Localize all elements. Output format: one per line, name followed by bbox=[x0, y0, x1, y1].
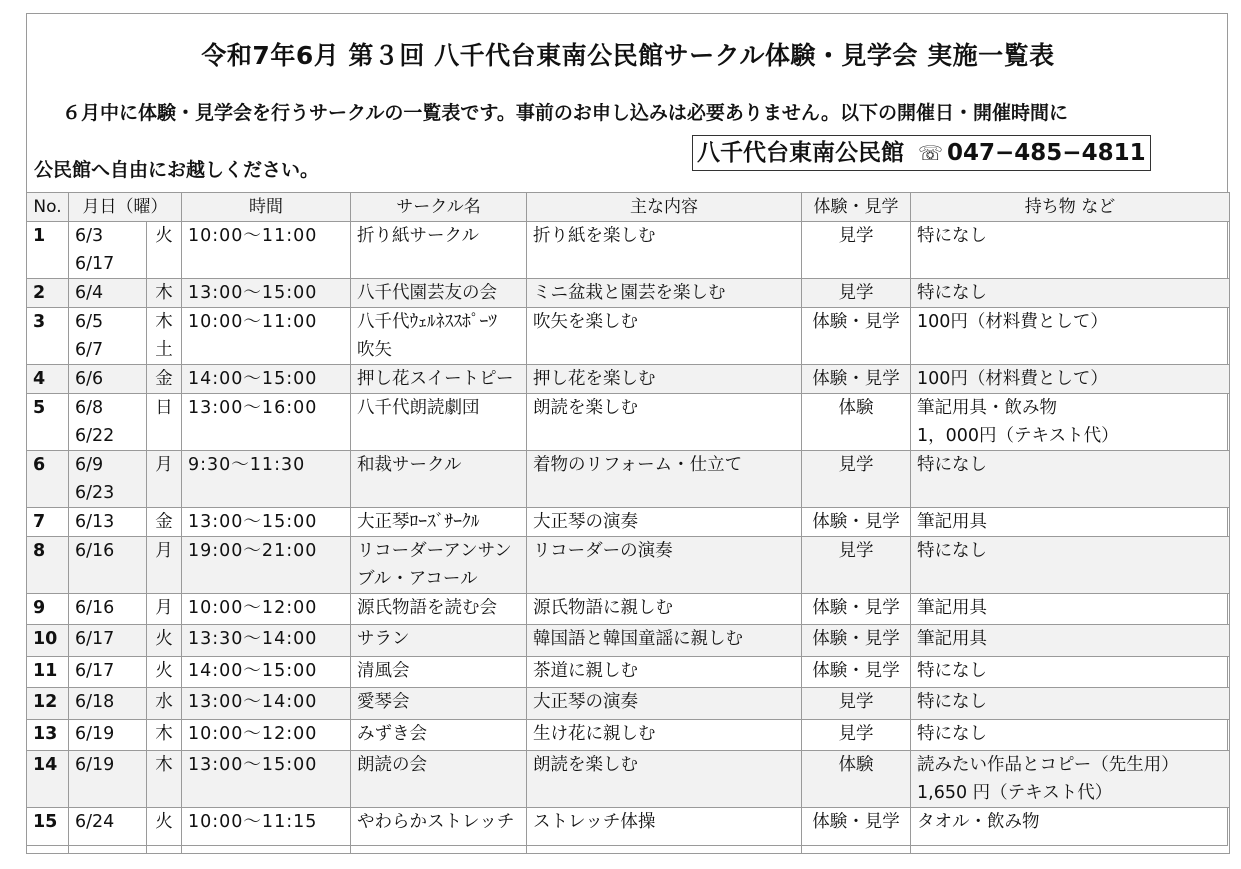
row-visit-type: 体験・見学 bbox=[802, 365, 911, 394]
row-visit-type: 体験・見学 bbox=[802, 508, 911, 537]
circle-name-line: 八千代朗読劇団 bbox=[357, 398, 480, 418]
row-items bbox=[911, 751, 1230, 808]
row-time: 10:00～11:00 bbox=[182, 308, 351, 365]
row-circle-name bbox=[351, 508, 527, 537]
row-weekdays bbox=[147, 808, 182, 854]
row-circle-name bbox=[351, 308, 527, 365]
table-row bbox=[27, 537, 1230, 594]
weekday-line: 水 bbox=[155, 692, 173, 712]
row-items bbox=[911, 688, 1230, 720]
row-content: 吹矢を楽しむ bbox=[527, 308, 802, 365]
row-visit-type: 体験・見学 bbox=[802, 808, 911, 854]
row-time: 13:00～15:00 bbox=[182, 508, 351, 537]
row-items bbox=[911, 308, 1230, 365]
row-visit-type: 体験 bbox=[802, 751, 911, 808]
row-number: 5 bbox=[27, 394, 69, 451]
table-row bbox=[27, 365, 1230, 394]
date-line: 6/6 bbox=[75, 369, 104, 389]
row-number: 1 bbox=[27, 222, 69, 279]
row-dates bbox=[69, 751, 147, 808]
table-row bbox=[27, 751, 1230, 808]
table-body bbox=[27, 222, 1230, 854]
row-content: 大正琴の演奏 bbox=[527, 508, 802, 537]
row-weekdays bbox=[147, 594, 182, 625]
circle-name-line: 折り紙サークル bbox=[357, 226, 479, 246]
weekday-line: 日 bbox=[155, 398, 173, 418]
circle-name-line: 吹矢 bbox=[357, 340, 392, 360]
row-number: 8 bbox=[27, 537, 69, 594]
row-dates bbox=[69, 537, 147, 594]
column-header-circle: サークル名 bbox=[351, 193, 527, 222]
row-number: 6 bbox=[27, 451, 69, 508]
row-weekdays bbox=[147, 222, 182, 279]
row-content: 折り紙を楽しむ bbox=[527, 222, 802, 279]
weekday-line: 木 bbox=[155, 755, 173, 775]
row-items bbox=[911, 394, 1230, 451]
weekday-line: 月 bbox=[155, 541, 173, 561]
column-header-no: No. bbox=[27, 193, 69, 222]
item-line: 特になし bbox=[917, 541, 987, 561]
table-row bbox=[27, 279, 1230, 308]
table-row bbox=[27, 222, 1230, 279]
column-header-content: 主な内容 bbox=[527, 193, 802, 222]
date-line: 6/17 bbox=[75, 661, 115, 681]
date-line: 6/24 bbox=[75, 812, 115, 832]
circle-name-line: 押し花スイートピー bbox=[357, 369, 514, 389]
row-circle-name bbox=[351, 537, 527, 594]
table-row bbox=[27, 594, 1230, 625]
date-line: 6/5 bbox=[75, 312, 104, 332]
row-visit-type: 見学 bbox=[802, 222, 911, 279]
intro-text-line1: ６月中に体験・見学会を行うサークルの一覧表です。事前のお申し込みは必要ありません。以下の開催日・開催時間に bbox=[62, 102, 1069, 124]
date-line: 6/8 bbox=[75, 398, 104, 418]
row-items bbox=[911, 365, 1230, 394]
row-circle-name bbox=[351, 279, 527, 308]
row-dates bbox=[69, 688, 147, 720]
row-visit-type: 体験・見学 bbox=[802, 657, 911, 688]
row-items bbox=[911, 594, 1230, 625]
circle-name-line: 愛琴会 bbox=[357, 692, 410, 712]
date-line: 6/17 bbox=[75, 254, 115, 274]
document-frame bbox=[26, 13, 1228, 846]
circle-name-line: サラン bbox=[357, 629, 410, 649]
weekday-line: 月 bbox=[155, 598, 173, 618]
row-number: 3 bbox=[27, 308, 69, 365]
row-number: 12 bbox=[27, 688, 69, 720]
row-dates bbox=[69, 279, 147, 308]
date-line: 6/23 bbox=[75, 483, 115, 503]
table-header-row bbox=[27, 193, 1230, 222]
item-line: 特になし bbox=[917, 455, 987, 475]
weekday-line: 金 bbox=[155, 369, 173, 389]
row-visit-type: 見学 bbox=[802, 537, 911, 594]
weekday-line: 月 bbox=[155, 455, 173, 475]
row-content: 朗読を楽しむ bbox=[527, 751, 802, 808]
row-time: 13:00～16:00 bbox=[182, 394, 351, 451]
table-row bbox=[27, 688, 1230, 720]
row-time: 13:00～15:00 bbox=[182, 751, 351, 808]
row-number: 4 bbox=[27, 365, 69, 394]
row-items bbox=[911, 279, 1230, 308]
row-circle-name bbox=[351, 751, 527, 808]
contact-box bbox=[692, 135, 1151, 171]
weekday-line: 火 bbox=[155, 661, 173, 681]
row-weekdays bbox=[147, 751, 182, 808]
date-line: 6/13 bbox=[75, 512, 115, 532]
item-line: 特になし bbox=[917, 661, 987, 681]
row-number: 15 bbox=[27, 808, 69, 854]
row-time: 19:00～21:00 bbox=[182, 537, 351, 594]
weekday-line: 金 bbox=[155, 512, 173, 532]
date-line: 6/4 bbox=[75, 283, 104, 303]
row-dates bbox=[69, 594, 147, 625]
table-row bbox=[27, 657, 1230, 688]
row-items bbox=[911, 625, 1230, 657]
row-time: 10:00～11:15 bbox=[182, 808, 351, 854]
row-dates bbox=[69, 308, 147, 365]
item-line: 100円（材料費として） bbox=[917, 312, 1108, 332]
row-time: 10:00～12:00 bbox=[182, 594, 351, 625]
row-content: 源氏物語に親しむ bbox=[527, 594, 802, 625]
row-time: 14:00～15:00 bbox=[182, 657, 351, 688]
circle-name-line: 和裁サークル bbox=[357, 455, 462, 475]
row-items bbox=[911, 657, 1230, 688]
item-line: 特になし bbox=[917, 226, 987, 246]
table-row bbox=[27, 508, 1230, 537]
row-content: ストレッチ体操 bbox=[527, 808, 802, 854]
row-dates bbox=[69, 451, 147, 508]
row-visit-type: 体験・見学 bbox=[802, 625, 911, 657]
row-weekdays bbox=[147, 508, 182, 537]
row-number: 7 bbox=[27, 508, 69, 537]
row-dates bbox=[69, 808, 147, 854]
intro-text-line2: 公民館へ自由にお越しください。 bbox=[34, 159, 320, 181]
circle-name-line: 八千代園芸友の会 bbox=[357, 283, 497, 303]
row-number: 11 bbox=[27, 657, 69, 688]
date-line: 6/9 bbox=[75, 455, 104, 475]
row-content: 大正琴の演奏 bbox=[527, 688, 802, 720]
date-line: 6/22 bbox=[75, 426, 115, 446]
circle-name-line: 大正琴ﾛｰｽﾞｻｰｸﾙ bbox=[357, 512, 480, 532]
item-line: 筆記用具 bbox=[917, 629, 987, 649]
row-visit-type: 体験 bbox=[802, 394, 911, 451]
weekday-line: 火 bbox=[155, 812, 173, 832]
column-header-date: 月日（曜） bbox=[69, 193, 182, 222]
date-line: 6/3 bbox=[75, 226, 104, 246]
circle-name-line: みずき会 bbox=[357, 724, 427, 744]
row-dates bbox=[69, 222, 147, 279]
row-content: 朗読を楽しむ bbox=[527, 394, 802, 451]
date-line: 6/19 bbox=[75, 755, 115, 775]
row-weekdays bbox=[147, 279, 182, 308]
row-items bbox=[911, 222, 1230, 279]
row-time: 10:00～11:00 bbox=[182, 222, 351, 279]
row-weekdays bbox=[147, 365, 182, 394]
circle-name-line: 朗読の会 bbox=[357, 755, 427, 775]
item-line: 筆記用具・飲み物 bbox=[917, 398, 1057, 418]
row-time: 13:30～14:00 bbox=[182, 625, 351, 657]
row-weekdays bbox=[147, 451, 182, 508]
weekday-line: 木 bbox=[155, 312, 173, 332]
row-number: 13 bbox=[27, 720, 69, 751]
item-line: 1，000円（テキスト代） bbox=[917, 426, 1119, 446]
row-items bbox=[911, 508, 1230, 537]
date-line: 6/17 bbox=[75, 629, 115, 649]
table-row bbox=[27, 808, 1230, 854]
row-weekdays bbox=[147, 688, 182, 720]
table-row bbox=[27, 720, 1230, 751]
item-line: 100円（材料費として） bbox=[917, 369, 1108, 389]
row-time: 13:00～14:00 bbox=[182, 688, 351, 720]
row-time: 9:30～11:30 bbox=[182, 451, 351, 508]
row-weekdays bbox=[147, 537, 182, 594]
row-visit-type: 見学 bbox=[802, 451, 911, 508]
column-header-items: 持ち物 など bbox=[911, 193, 1230, 222]
date-line: 6/19 bbox=[75, 724, 115, 744]
row-items bbox=[911, 808, 1230, 854]
row-dates bbox=[69, 720, 147, 751]
circle-name-line: 八千代ｳｪﾙﾈｽｽﾎﾟｰﾂ bbox=[357, 312, 497, 332]
row-weekdays bbox=[147, 625, 182, 657]
table-row bbox=[27, 394, 1230, 451]
row-circle-name bbox=[351, 625, 527, 657]
row-time: 10:00～12:00 bbox=[182, 720, 351, 751]
row-number: 2 bbox=[27, 279, 69, 308]
row-visit-type: 見学 bbox=[802, 720, 911, 751]
row-number: 10 bbox=[27, 625, 69, 657]
row-dates bbox=[69, 394, 147, 451]
row-visit-type: 体験・見学 bbox=[802, 594, 911, 625]
date-line: 6/16 bbox=[75, 598, 115, 618]
row-time: 14:00～15:00 bbox=[182, 365, 351, 394]
row-circle-name bbox=[351, 451, 527, 508]
row-visit-type: 見学 bbox=[802, 688, 911, 720]
row-dates bbox=[69, 508, 147, 537]
page-title: 令和7年6月 第３回 八千代台東南公民館サークル体験・見学会 実施一覧表 bbox=[201, 41, 1055, 70]
item-line: 筆記用具 bbox=[917, 598, 987, 618]
row-circle-name bbox=[351, 657, 527, 688]
column-header-type: 体験・見学 bbox=[802, 193, 911, 222]
item-line: 特になし bbox=[917, 692, 987, 712]
date-line: 6/16 bbox=[75, 541, 115, 561]
table-row bbox=[27, 625, 1230, 657]
phone-icon: ☏ bbox=[918, 141, 944, 165]
row-time: 13:00～15:00 bbox=[182, 279, 351, 308]
row-content: 生け花に親しむ bbox=[527, 720, 802, 751]
row-number: 14 bbox=[27, 751, 69, 808]
item-line: 1,650 円（テキスト代） bbox=[917, 783, 1113, 803]
row-circle-name bbox=[351, 394, 527, 451]
item-line: 筆記用具 bbox=[917, 512, 987, 532]
row-content: ミニ盆栽と園芸を楽しむ bbox=[527, 279, 802, 308]
circle-name-line: ブル・アコール bbox=[357, 569, 478, 589]
weekday-line: 木 bbox=[155, 283, 173, 303]
row-content: リコーダーの演奏 bbox=[527, 537, 802, 594]
row-items bbox=[911, 451, 1230, 508]
row-circle-name bbox=[351, 594, 527, 625]
weekday-line: 土 bbox=[155, 340, 173, 360]
circle-name-line: やわらかストレッチ bbox=[357, 812, 515, 832]
circle-name-line: 源氏物語を読む会 bbox=[357, 598, 497, 618]
row-number: 9 bbox=[27, 594, 69, 625]
row-items bbox=[911, 720, 1230, 751]
circle-name-line: 清風会 bbox=[357, 661, 410, 681]
row-dates bbox=[69, 657, 147, 688]
row-visit-type: 体験・見学 bbox=[802, 308, 911, 365]
weekday-line: 火 bbox=[155, 629, 173, 649]
row-circle-name bbox=[351, 222, 527, 279]
item-line: 読みたい作品とコピー（先生用） bbox=[917, 755, 1179, 775]
contact-phone: 047−485−4811 bbox=[947, 140, 1146, 166]
row-dates bbox=[69, 365, 147, 394]
row-circle-name bbox=[351, 808, 527, 854]
row-visit-type: 見学 bbox=[802, 279, 911, 308]
row-weekdays bbox=[147, 308, 182, 365]
row-weekdays bbox=[147, 394, 182, 451]
row-weekdays bbox=[147, 720, 182, 751]
row-content: 韓国語と韓国童謡に親しむ bbox=[527, 625, 802, 657]
item-line: 特になし bbox=[917, 283, 987, 303]
weekday-line: 木 bbox=[155, 724, 173, 744]
row-items bbox=[911, 537, 1230, 594]
item-line: 特になし bbox=[917, 724, 987, 744]
date-line: 6/18 bbox=[75, 692, 115, 712]
table-row bbox=[27, 308, 1230, 365]
row-content: 押し花を楽しむ bbox=[527, 365, 802, 394]
row-circle-name bbox=[351, 365, 527, 394]
circle-name-line: リコーダーアンサン bbox=[357, 541, 512, 561]
item-line: タオル・飲み物 bbox=[917, 812, 1040, 832]
table-row bbox=[27, 451, 1230, 508]
column-header-time: 時間 bbox=[182, 193, 351, 222]
row-circle-name bbox=[351, 720, 527, 751]
row-dates bbox=[69, 625, 147, 657]
row-content: 茶道に親しむ bbox=[527, 657, 802, 688]
row-weekdays bbox=[147, 657, 182, 688]
weekday-line: 火 bbox=[155, 226, 173, 246]
date-line: 6/7 bbox=[75, 340, 104, 360]
row-circle-name bbox=[351, 688, 527, 720]
row-content: 着物のリフォーム・仕立て bbox=[527, 451, 802, 508]
contact-name: 八千代台東南公民館 bbox=[697, 140, 904, 166]
circle-schedule-table bbox=[26, 192, 1230, 854]
